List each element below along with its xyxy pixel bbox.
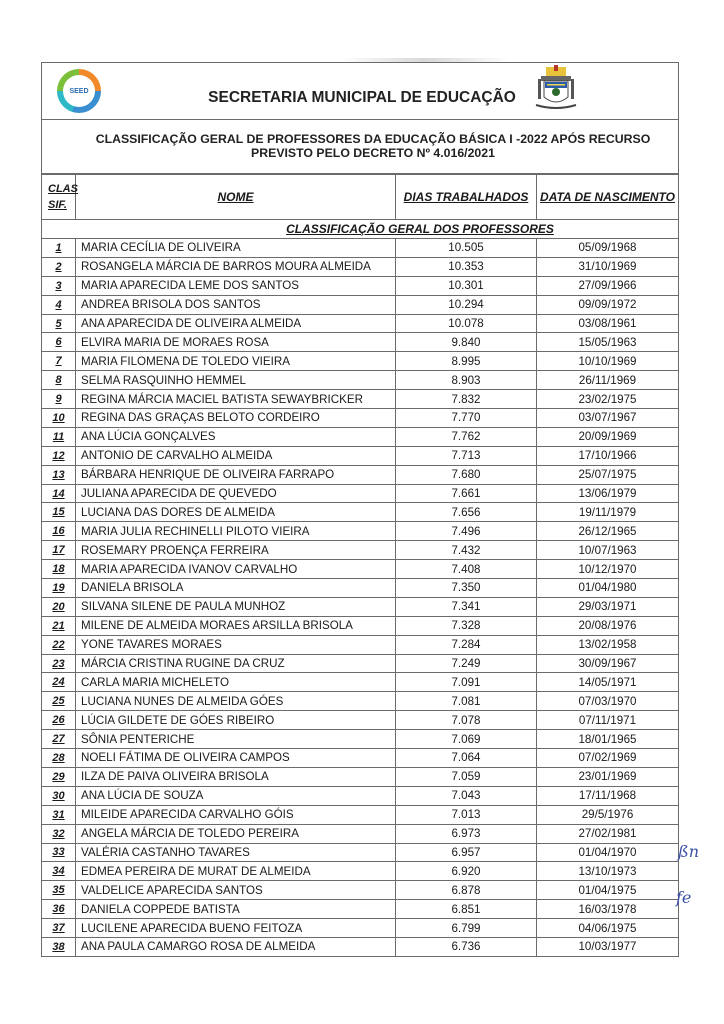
- name-cell: MILEIDE APARECIDA CARVALHO GÓIS: [76, 805, 396, 824]
- table-row: [42, 597, 679, 616]
- table-row: [42, 843, 679, 862]
- table-row: [42, 522, 679, 541]
- table-row: [42, 390, 679, 409]
- rank-cell: 23: [42, 654, 76, 673]
- name-cell: MÁRCIA CRISTINA RUGINE DA CRUZ: [76, 654, 396, 673]
- days-cell: 9.840: [396, 333, 537, 352]
- birthdate-cell: 03/07/1967: [537, 409, 679, 428]
- days-cell: 6.736: [396, 937, 537, 956]
- rank-cell: 2: [42, 257, 76, 276]
- days-cell: 7.081: [396, 692, 537, 711]
- rank-cell: 34: [42, 862, 76, 881]
- days-cell: 6.920: [396, 862, 537, 881]
- birthdate-cell: 07/02/1969: [537, 749, 679, 768]
- table-body: [42, 239, 679, 957]
- birthdate-cell: 29/03/1971: [537, 597, 679, 616]
- birthdate-cell: 18/01/1965: [537, 730, 679, 749]
- days-cell: 7.832: [396, 390, 537, 409]
- table-row: [42, 295, 679, 314]
- table-row: [42, 465, 679, 484]
- name-cell: BÁRBARA HENRIQUE DE OLIVEIRA FARRAPO: [76, 465, 396, 484]
- name-cell: MILENE DE ALMEIDA MORAES ARSILLA BRISOLA: [76, 616, 396, 635]
- name-cell: ANDREA BRISOLA DOS SANTOS: [76, 295, 396, 314]
- birthdate-cell: 05/09/1968: [537, 239, 679, 258]
- days-cell: 7.091: [396, 673, 537, 692]
- rank-cell: 36: [42, 900, 76, 919]
- name-cell: VALÉRIA CASTANHO TAVARES: [76, 843, 396, 862]
- table-row: [42, 919, 679, 938]
- rank-cell: 28: [42, 749, 76, 768]
- name-cell: ANA APARECIDA DE OLIVEIRA ALMEIDA: [76, 314, 396, 333]
- name-cell: REGINA MÁRCIA MACIEL BATISTA SEWAYBRICKER: [76, 390, 396, 409]
- table-row: [42, 352, 679, 371]
- rank-cell: 27: [42, 730, 76, 749]
- rank-cell: 15: [42, 503, 76, 522]
- name-cell: MARIA APARECIDA IVANOV CARVALHO: [76, 560, 396, 579]
- table-row: [42, 711, 679, 730]
- name-cell: ANA LÚCIA GONÇALVES: [76, 427, 396, 446]
- birthdate-cell: 17/11/1968: [537, 786, 679, 805]
- col-header-nome: NOME: [76, 175, 396, 220]
- birthdate-cell: 30/09/1967: [537, 654, 679, 673]
- birthdate-cell: 26/11/1969: [537, 371, 679, 390]
- name-cell: ILZA DE PAIVA OLIVEIRA BRISOLA: [76, 767, 396, 786]
- birthdate-cell: 10/12/1970: [537, 560, 679, 579]
- table-row: [42, 767, 679, 786]
- classification-table: [41, 174, 679, 957]
- name-cell: DANIELA COPPEDE BATISTA: [76, 900, 396, 919]
- birthdate-cell: 10/10/1969: [537, 352, 679, 371]
- rank-cell: 17: [42, 541, 76, 560]
- birthdate-cell: 07/03/1970: [537, 692, 679, 711]
- rank-cell: 8: [42, 371, 76, 390]
- name-cell: JULIANA APARECIDA DE QUEVEDO: [76, 484, 396, 503]
- table-row: [42, 579, 679, 598]
- days-cell: 7.661: [396, 484, 537, 503]
- name-cell: NOELI FÁTIMA DE OLIVEIRA CAMPOS: [76, 749, 396, 768]
- table-row: [42, 635, 679, 654]
- birthdate-cell: 10/03/1977: [537, 937, 679, 956]
- days-cell: 6.878: [396, 881, 537, 900]
- days-cell: 7.249: [396, 654, 537, 673]
- days-cell: 6.973: [396, 824, 537, 843]
- days-cell: 7.656: [396, 503, 537, 522]
- birthdate-cell: 29/5/1976: [537, 805, 679, 824]
- name-cell: ROSEMARY PROENÇA FERREIRA: [76, 541, 396, 560]
- birthdate-cell: 07/11/1971: [537, 711, 679, 730]
- table-row: [42, 239, 679, 258]
- days-cell: 7.408: [396, 560, 537, 579]
- name-cell: SÔNIA PENTERICHE: [76, 730, 396, 749]
- birthdate-cell: 01/04/1975: [537, 881, 679, 900]
- rank-cell: 33: [42, 843, 76, 862]
- table-row: [42, 654, 679, 673]
- rank-cell: 32: [42, 824, 76, 843]
- col-header-clas-line1: CLAS: [48, 183, 78, 195]
- name-cell: MARIA CECÍLIA DE OLIVEIRA: [76, 239, 396, 258]
- rank-cell: 6: [42, 333, 76, 352]
- rank-cell: 22: [42, 635, 76, 654]
- col-header-dias: DIAS TRABALHADOS: [396, 175, 537, 220]
- document-header: [42, 63, 678, 120]
- col-header-classification: [42, 175, 76, 220]
- days-cell: 7.078: [396, 711, 537, 730]
- birthdate-cell: 31/10/1969: [537, 257, 679, 276]
- rank-cell: 21: [42, 616, 76, 635]
- birthdate-cell: 23/02/1975: [537, 390, 679, 409]
- days-cell: 7.341: [396, 597, 537, 616]
- rank-cell: 29: [42, 767, 76, 786]
- name-cell: ANA LÚCIA DE SOUZA: [76, 786, 396, 805]
- days-cell: 7.713: [396, 446, 537, 465]
- days-cell: 7.432: [396, 541, 537, 560]
- days-cell: 10.353: [396, 257, 537, 276]
- table-row: [42, 560, 679, 579]
- table-header-row: [42, 175, 679, 220]
- days-cell: 6.851: [396, 900, 537, 919]
- rank-cell: 16: [42, 522, 76, 541]
- rank-cell: 18: [42, 560, 76, 579]
- name-cell: MARIA FILOMENA DE TOLEDO VIEIRA: [76, 352, 396, 371]
- days-cell: 8.903: [396, 371, 537, 390]
- handwritten-initials-1: ßn: [678, 842, 699, 861]
- name-cell: LUCILENE APARECIDA BUENO FEITOZA: [76, 919, 396, 938]
- table-row: [42, 881, 679, 900]
- rank-cell: 7: [42, 352, 76, 371]
- table-row: [42, 749, 679, 768]
- name-cell: REGINA DAS GRAÇAS BELOTO CORDEIRO: [76, 409, 396, 428]
- seed-logo-text: SEED: [63, 75, 95, 107]
- table-row: [42, 692, 679, 711]
- birthdate-cell: 17/10/1966: [537, 446, 679, 465]
- birthdate-cell: 20/08/1976: [537, 616, 679, 635]
- page-title: SECRETARIA MUNICIPAL DE EDUCAÇÃO: [208, 89, 516, 106]
- document: [41, 62, 679, 957]
- days-cell: 7.059: [396, 767, 537, 786]
- table-row: [42, 824, 679, 843]
- rank-cell: 19: [42, 579, 76, 598]
- days-cell: 7.680: [396, 465, 537, 484]
- days-cell: 10.078: [396, 314, 537, 333]
- birthdate-cell: 23/01/1969: [537, 767, 679, 786]
- table-row: [42, 484, 679, 503]
- name-cell: ANTONIO DE CARVALHO ALMEIDA: [76, 446, 396, 465]
- birthdate-cell: 04/06/1975: [537, 919, 679, 938]
- table-row: [42, 276, 679, 295]
- birthdate-cell: 16/03/1978: [537, 900, 679, 919]
- days-cell: 7.064: [396, 749, 537, 768]
- table-row: [42, 862, 679, 881]
- birthdate-cell: 13/06/1979: [537, 484, 679, 503]
- days-cell: 7.013: [396, 805, 537, 824]
- birthdate-cell: 26/12/1965: [537, 522, 679, 541]
- table-row: [42, 616, 679, 635]
- col-header-clas-line2: SIF.: [48, 199, 67, 211]
- rank-cell: 11: [42, 427, 76, 446]
- days-cell: 6.799: [396, 919, 537, 938]
- table-row: [42, 805, 679, 824]
- name-cell: LUCIANA NUNES DE ALMEIDA GÓES: [76, 692, 396, 711]
- birthdate-cell: 01/04/1970: [537, 843, 679, 862]
- name-cell: LUCIANA DAS DORES DE ALMEIDA: [76, 503, 396, 522]
- birthdate-cell: 13/02/1958: [537, 635, 679, 654]
- rank-cell: 10: [42, 409, 76, 428]
- name-cell: ROSANGELA MÁRCIA DE BARROS MOURA ALMEIDA: [76, 257, 396, 276]
- section-title: CLASSIFICAÇÃO GERAL DOS PROFESSORES: [42, 220, 679, 239]
- subtitle-line-1: CLASSIFICAÇÃO GERAL DE PROFESSORES DA EDUCAÇÃO BÁSICA I -2022 APÓS RECURSO: [95, 132, 651, 146]
- name-cell: MARIA APARECIDA LEME DOS SANTOS: [76, 276, 396, 295]
- rank-cell: 5: [42, 314, 76, 333]
- birthdate-cell: 27/09/1966: [537, 276, 679, 295]
- table-row: [42, 371, 679, 390]
- birthdate-cell: 27/02/1981: [537, 824, 679, 843]
- table-row: [42, 937, 679, 956]
- rank-cell: 37: [42, 919, 76, 938]
- days-cell: 10.301: [396, 276, 537, 295]
- birthdate-cell: 10/07/1963: [537, 541, 679, 560]
- table-row: [42, 409, 679, 428]
- name-cell: CARLA MARIA MICHELETO: [76, 673, 396, 692]
- rank-cell: 13: [42, 465, 76, 484]
- name-cell: ANA PAULA CAMARGO ROSA DE ALMEIDA: [76, 937, 396, 956]
- birthdate-cell: 15/05/1963: [537, 333, 679, 352]
- col-header-nascimento: DATA DE NASCIMENTO: [537, 175, 679, 220]
- days-cell: 7.043: [396, 786, 537, 805]
- name-cell: ANGELA MÁRCIA DE TOLEDO PEREIRA: [76, 824, 396, 843]
- days-cell: 7.350: [396, 579, 537, 598]
- birthdate-cell: 19/11/1979: [537, 503, 679, 522]
- days-cell: 7.770: [396, 409, 537, 428]
- birthdate-cell: 14/05/1971: [537, 673, 679, 692]
- name-cell: SELMA RASQUINHO HEMMEL: [76, 371, 396, 390]
- rank-cell: 35: [42, 881, 76, 900]
- days-cell: 7.284: [396, 635, 537, 654]
- rank-cell: 25: [42, 692, 76, 711]
- rank-cell: 30: [42, 786, 76, 805]
- table-row: [42, 541, 679, 560]
- birthdate-cell: 20/09/1969: [537, 427, 679, 446]
- birthdate-cell: 25/07/1975: [537, 465, 679, 484]
- days-cell: 10.294: [396, 295, 537, 314]
- birthdate-cell: 01/04/1980: [537, 579, 679, 598]
- table-row: [42, 673, 679, 692]
- name-cell: ELVIRA MARIA DE MORAES ROSA: [76, 333, 396, 352]
- rank-cell: 3: [42, 276, 76, 295]
- rank-cell: 12: [42, 446, 76, 465]
- name-cell: VALDELICE APARECIDA SANTOS: [76, 881, 396, 900]
- rank-cell: 9: [42, 390, 76, 409]
- rank-cell: 4: [42, 295, 76, 314]
- rank-cell: 26: [42, 711, 76, 730]
- rank-cell: 1: [42, 239, 76, 258]
- table-row: [42, 446, 679, 465]
- table-row: [42, 730, 679, 749]
- table-row: [42, 900, 679, 919]
- document-subtitle: [42, 120, 678, 174]
- name-cell: SILVANA SILENE DE PAULA MUNHOZ: [76, 597, 396, 616]
- days-cell: 7.069: [396, 730, 537, 749]
- rank-cell: 31: [42, 805, 76, 824]
- name-cell: YONE TAVARES MORAES: [76, 635, 396, 654]
- rank-cell: 20: [42, 597, 76, 616]
- name-cell: DANIELA BRISOLA: [76, 579, 396, 598]
- birthdate-cell: 09/09/1972: [537, 295, 679, 314]
- days-cell: 10.505: [396, 239, 537, 258]
- name-cell: EDMEA PEREIRA DE MURAT DE ALMEIDA: [76, 862, 396, 881]
- days-cell: 7.328: [396, 616, 537, 635]
- rank-cell: 38: [42, 937, 76, 956]
- name-cell: MARIA JULIA RECHINELLI PILOTO VIEIRA: [76, 522, 396, 541]
- table-row: [42, 786, 679, 805]
- table-row: [42, 427, 679, 446]
- rank-cell: 14: [42, 484, 76, 503]
- days-cell: 6.957: [396, 843, 537, 862]
- birthdate-cell: 13/10/1973: [537, 862, 679, 881]
- municipal-crest-icon: [530, 65, 582, 113]
- name-cell: LÚCIA GILDETE DE GÓES RIBEIRO: [76, 711, 396, 730]
- handwritten-initials-2: fe: [676, 888, 692, 907]
- birthdate-cell: 03/08/1961: [537, 314, 679, 333]
- rank-cell: 24: [42, 673, 76, 692]
- days-cell: 7.762: [396, 427, 537, 446]
- subtitle-line-2: PREVISTO PELO DECRETO Nº 4.016/2021: [251, 146, 495, 160]
- table-row: [42, 503, 679, 522]
- table-row: [42, 257, 679, 276]
- days-cell: 8.995: [396, 352, 537, 371]
- section-row: [42, 220, 679, 239]
- table-row: [42, 333, 679, 352]
- table-row: [42, 314, 679, 333]
- days-cell: 7.496: [396, 522, 537, 541]
